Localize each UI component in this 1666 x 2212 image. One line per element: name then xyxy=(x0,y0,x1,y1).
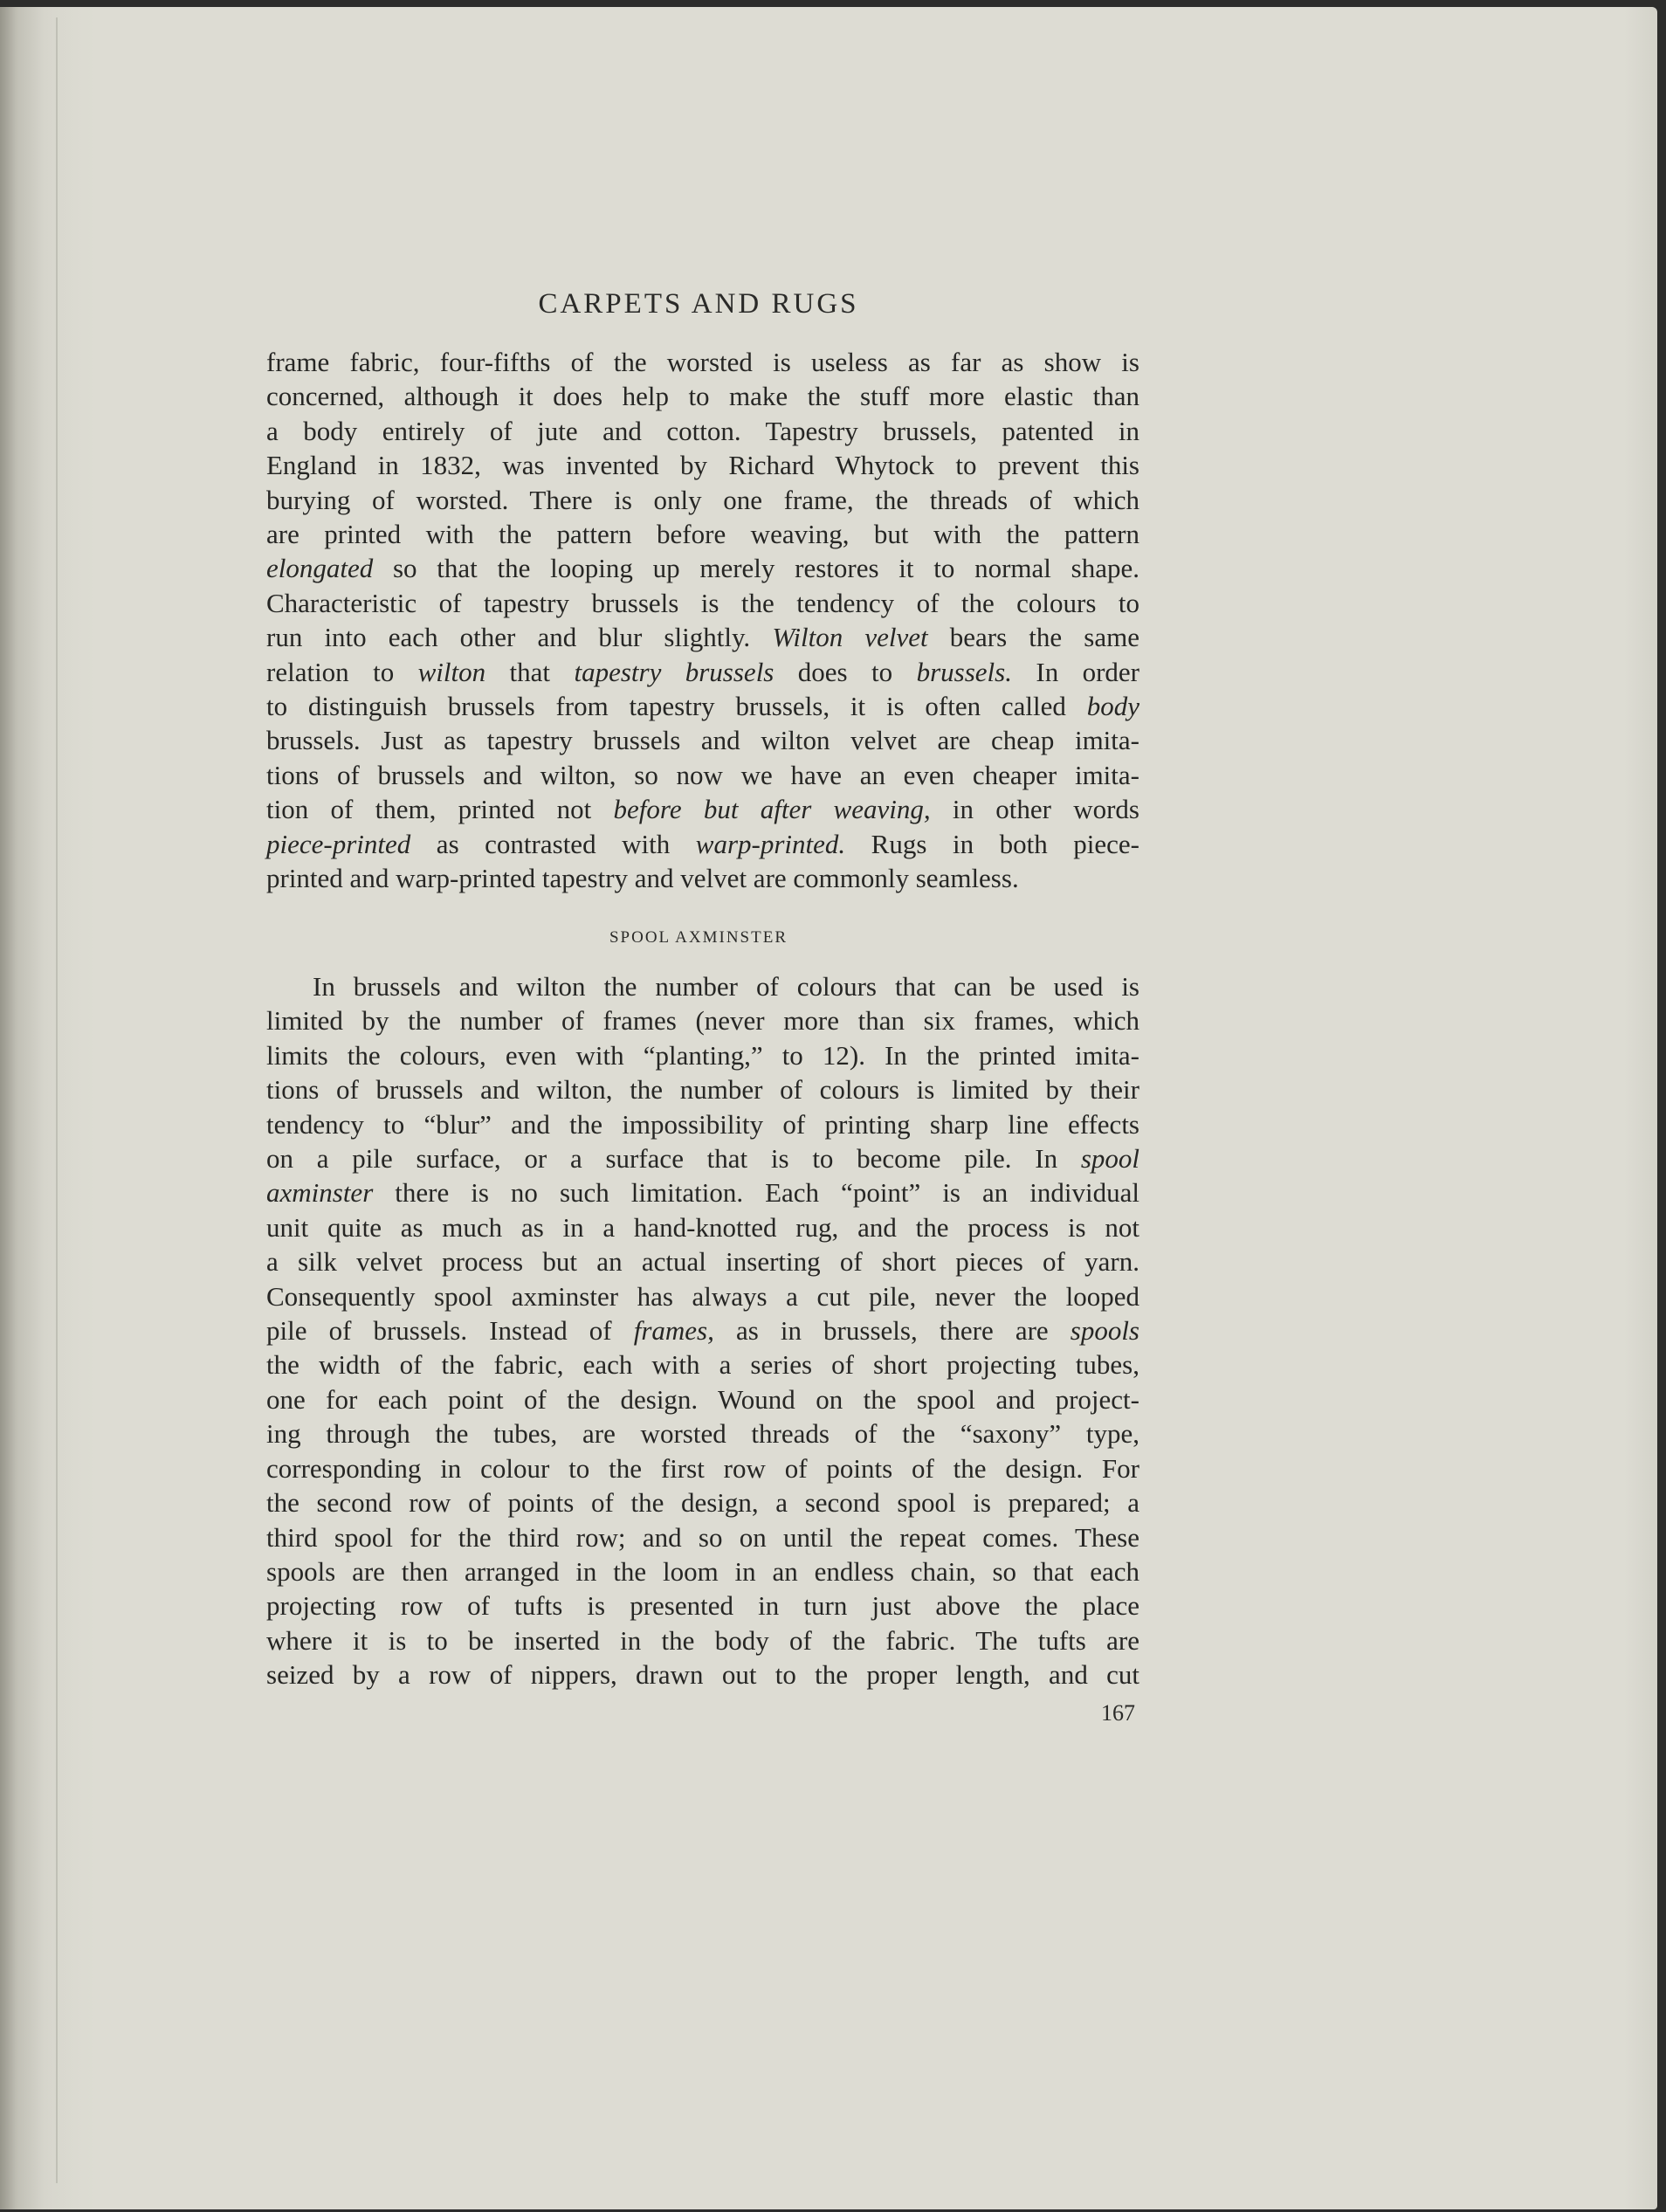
text-run: a body entirely of jute and cotton. Tapestry brussels, patented in xyxy=(266,415,1139,446)
text-run: seized by a row of nippers, drawn out to the proper length, and cut xyxy=(266,1659,1139,1691)
text-line xyxy=(266,1623,1139,1657)
text-line xyxy=(266,827,1139,861)
text-run: does to xyxy=(774,656,917,687)
text-run: corresponding in colour to the first row of points of the design. For xyxy=(266,1452,1139,1484)
text-line xyxy=(266,483,1139,517)
text-run: ing through the tubes, are worsted threads of the “saxony” type, xyxy=(266,1418,1139,1450)
text-run: In order xyxy=(1011,656,1140,687)
text-line xyxy=(266,448,1139,482)
text-run: so that the looping up merely restores it to normal shape. xyxy=(373,553,1139,584)
text-run: printed and warp-printed tapestry and velvet are commonly seamless. xyxy=(266,863,1019,894)
section-heading: SPOOL AXMINSTER xyxy=(609,928,788,947)
italic-term: spool xyxy=(1080,1143,1139,1175)
text-line xyxy=(266,1588,1139,1623)
text-run: concerned, although it does help to make the stuff more elastic than xyxy=(266,381,1139,412)
text-line xyxy=(266,1003,1139,1037)
text-run: are printed with the pattern before weaving, but with the pattern xyxy=(266,519,1139,550)
text-line xyxy=(266,1554,1139,1588)
italic-term: frames, xyxy=(633,1315,714,1347)
italic-term: piece-printed xyxy=(266,828,411,859)
text-run: as contrasted with xyxy=(410,828,696,859)
text-line xyxy=(266,517,1139,551)
text-run: tion of them, printed not xyxy=(266,794,614,825)
italic-term: brussels. xyxy=(916,656,1012,687)
text-run: Consequently spool axminster has always a cut pile, never the looped xyxy=(266,1280,1139,1312)
text-line xyxy=(266,1175,1139,1209)
text-run: Characteristic of tapestry brussels is the tendency of the colours to xyxy=(266,587,1139,618)
paragraph-tapestry-brussels xyxy=(266,345,1139,896)
page-number: 167 xyxy=(1101,1700,1135,1726)
book-gutter-shadow xyxy=(0,7,73,2209)
text-run: there is no such limitation. Each “point” is an individual xyxy=(373,1177,1139,1209)
text-run: one for each point of the design. Wound on the spool and project- xyxy=(266,1383,1139,1415)
text-line xyxy=(266,1485,1139,1519)
paragraph-spool-axminster xyxy=(266,969,1139,1692)
text-line xyxy=(266,1657,1139,1692)
text-line xyxy=(266,861,1139,895)
text-line xyxy=(266,586,1139,620)
text-line xyxy=(266,345,1139,379)
text-line xyxy=(266,620,1139,654)
text-run: frame fabric, four-fifths of the worsted is useless as far as show is xyxy=(266,347,1139,377)
text-run: unit quite as much as in a hand-knotted rug, and the process is not xyxy=(266,1211,1139,1243)
text-run: run into each other and blur slightly. xyxy=(266,622,773,653)
text-run: projecting row of tufts is presented in turn just above the place xyxy=(266,1590,1139,1622)
text-run: spools are then arranged in the loom in an endless chain, so that each xyxy=(266,1555,1139,1587)
italic-term: elongated xyxy=(266,553,374,584)
italic-term: warp-printed. xyxy=(695,828,846,859)
text-line xyxy=(266,551,1139,585)
italic-term: wilton xyxy=(417,656,486,687)
text-run: limits the colours, even with “planting,” to 12). In the printed imita- xyxy=(266,1039,1139,1071)
text-line xyxy=(266,1107,1139,1141)
text-run: In brussels and wilton the number of colours that can be used is xyxy=(313,971,1139,1002)
text-run: England in 1832, was invented by Richard Whytock to prevent this xyxy=(266,450,1139,481)
text-line xyxy=(266,1279,1139,1313)
text-line xyxy=(266,1416,1139,1451)
text-run: relation to xyxy=(266,656,418,687)
text-run: that xyxy=(485,656,575,687)
text-run: bears the same xyxy=(927,622,1139,653)
text-line xyxy=(266,1313,1139,1347)
text-line xyxy=(266,1382,1139,1416)
italic-term: Wilton velvet xyxy=(772,622,928,653)
text-line xyxy=(266,689,1139,723)
italic-term: before but after weaving, xyxy=(613,794,931,825)
text-run: tendency to “blur” and the impossibility of printing sharp line effects xyxy=(266,1108,1139,1140)
text-line xyxy=(266,655,1139,689)
text-run: third spool for the third row; and so on until the repeat comes. These xyxy=(266,1521,1139,1553)
text-run: to distinguish brussels from tapestry brussels, it is often called xyxy=(266,691,1087,722)
text-run: burying of worsted. There is only one frame, the threads of which xyxy=(266,484,1139,515)
italic-term: tapestry brussels xyxy=(574,656,774,687)
italic-term: axminster xyxy=(266,1177,374,1209)
text-run: in other words xyxy=(930,794,1139,825)
text-line xyxy=(266,1520,1139,1554)
text-line xyxy=(266,792,1139,826)
text-run: brussels. Just as tapestry brussels and wilton velvet are cheap imita- xyxy=(266,725,1139,756)
text-line xyxy=(266,969,1139,1003)
text-line xyxy=(266,1244,1139,1278)
text-run: as in brussels, there are xyxy=(713,1315,1071,1347)
text-run: on a pile surface, or a surface that is to become pile. In xyxy=(266,1143,1081,1175)
gutter-crease xyxy=(56,17,58,2183)
text-run: the width of the fabric, each with a series of short projecting tubes, xyxy=(266,1349,1139,1381)
text-line xyxy=(266,723,1139,757)
text-line xyxy=(266,1347,1139,1382)
running-head: CARPETS AND RUGS xyxy=(538,288,859,320)
text-run: limited by the number of frames (never more than six frames, which xyxy=(266,1005,1139,1037)
text-line xyxy=(266,414,1139,448)
text-run: pile of brussels. Instead of xyxy=(266,1315,634,1347)
text-run: a silk velvet process but an actual inserting of short pieces of yarn. xyxy=(266,1246,1139,1278)
text-run: tions of brussels and wilton, the number of colours is limited by their xyxy=(266,1074,1139,1106)
text-line xyxy=(266,1038,1139,1072)
text-line xyxy=(266,1072,1139,1106)
text-run: Rugs in both piece- xyxy=(845,828,1139,859)
italic-term: spools xyxy=(1070,1315,1139,1347)
text-line xyxy=(266,758,1139,792)
text-line xyxy=(266,1451,1139,1485)
text-run: where it is to be inserted in the body of the fabric. The tufts are xyxy=(266,1624,1139,1656)
text-run: tions of brussels and wilton, so now we have an even cheaper imita- xyxy=(266,759,1139,790)
text-run: the second row of points of the design, a second spool is prepared; a xyxy=(266,1487,1139,1519)
text-line xyxy=(266,379,1139,413)
text-line xyxy=(266,1210,1139,1244)
text-line xyxy=(266,1141,1139,1175)
italic-term: body xyxy=(1086,691,1139,722)
